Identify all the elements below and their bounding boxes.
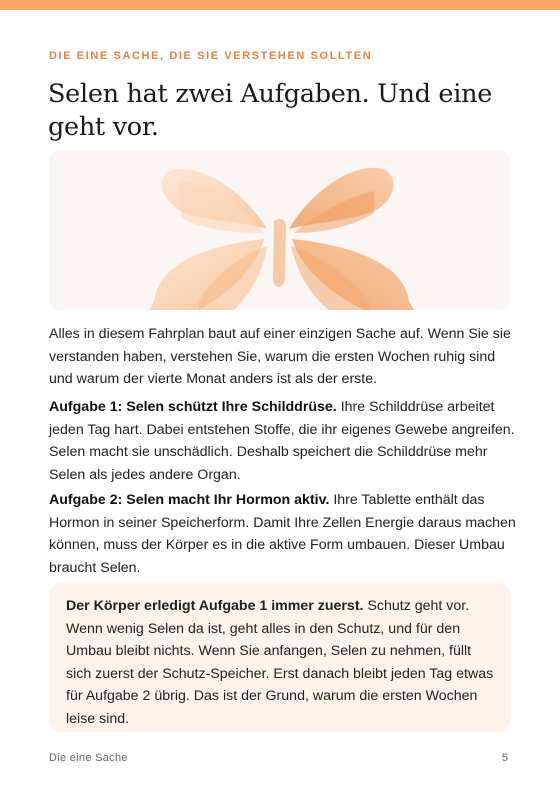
task1-heading: Aufgabe 1: Selen schützt Ihre Schilddrüse.	[49, 399, 337, 415]
task2-text: Ihre Tablette enthält das Hormon in seiner Speicherform. Damit Ihre Zellen Energie daraus machen können, muss der Körper es in die aktive Form umbauen. Dieser Umbau braucht Selen.	[49, 492, 516, 576]
task2-paragraph	[49, 489, 519, 579]
task1-paragraph	[49, 396, 519, 486]
intro-paragraph: Alles in diesem Fahrplan baut auf einer einzigen Sache auf. Wenn Sie sie verstanden haben, verstehen Sie, warum die ersten Wochen ruhig sind und warum der vierte Monat anders ist als der erste.	[49, 326, 511, 387]
page-title: Selen hat zwei Aufgaben. Und eine geht vor.	[48, 79, 492, 142]
butterfly-illustration	[49, 151, 510, 310]
top-accent-bar	[0, 0, 560, 10]
callout-box	[49, 583, 510, 732]
watercolor-butterfly-icon	[49, 151, 510, 310]
callout-paragraph	[66, 595, 498, 730]
footer-section-label: Die eine Sache	[49, 752, 128, 764]
task1-text: Ihre Schilddrüse arbeitet jeden Tag hart. Dabei entstehen Stoffe, die ihr eigenes Gewebe angreifen. Selen macht sie unschädlich. Deshalb speichert die Schilddrüse mehr Selen als jedes andere Organ.	[49, 399, 515, 483]
section-eyebrow: DIE EINE SACHE, DIE SIE VERSTEHEN SOLLTEN	[49, 50, 373, 62]
task2-heading: Aufgabe 2: Selen macht Ihr Hormon aktiv.	[49, 492, 330, 508]
callout-heading: Der Körper erledigt Aufgabe 1 immer zuerst.	[66, 598, 364, 614]
callout-text: Schutz geht vor. Wenn wenig Selen da ist, geht alles in den Schutz, und für den Umbau bleibt nichts. Wenn Sie anfangen, Selen zu nehmen, füllt sich zuerst der Schutz-Speicher. Erst danach bleibt jeden Tag etwas für Aufgabe 2 übrig. Das ist der Grund, warum die ersten Wochen leise sind.	[66, 598, 494, 727]
page-number: 5	[501, 752, 508, 764]
